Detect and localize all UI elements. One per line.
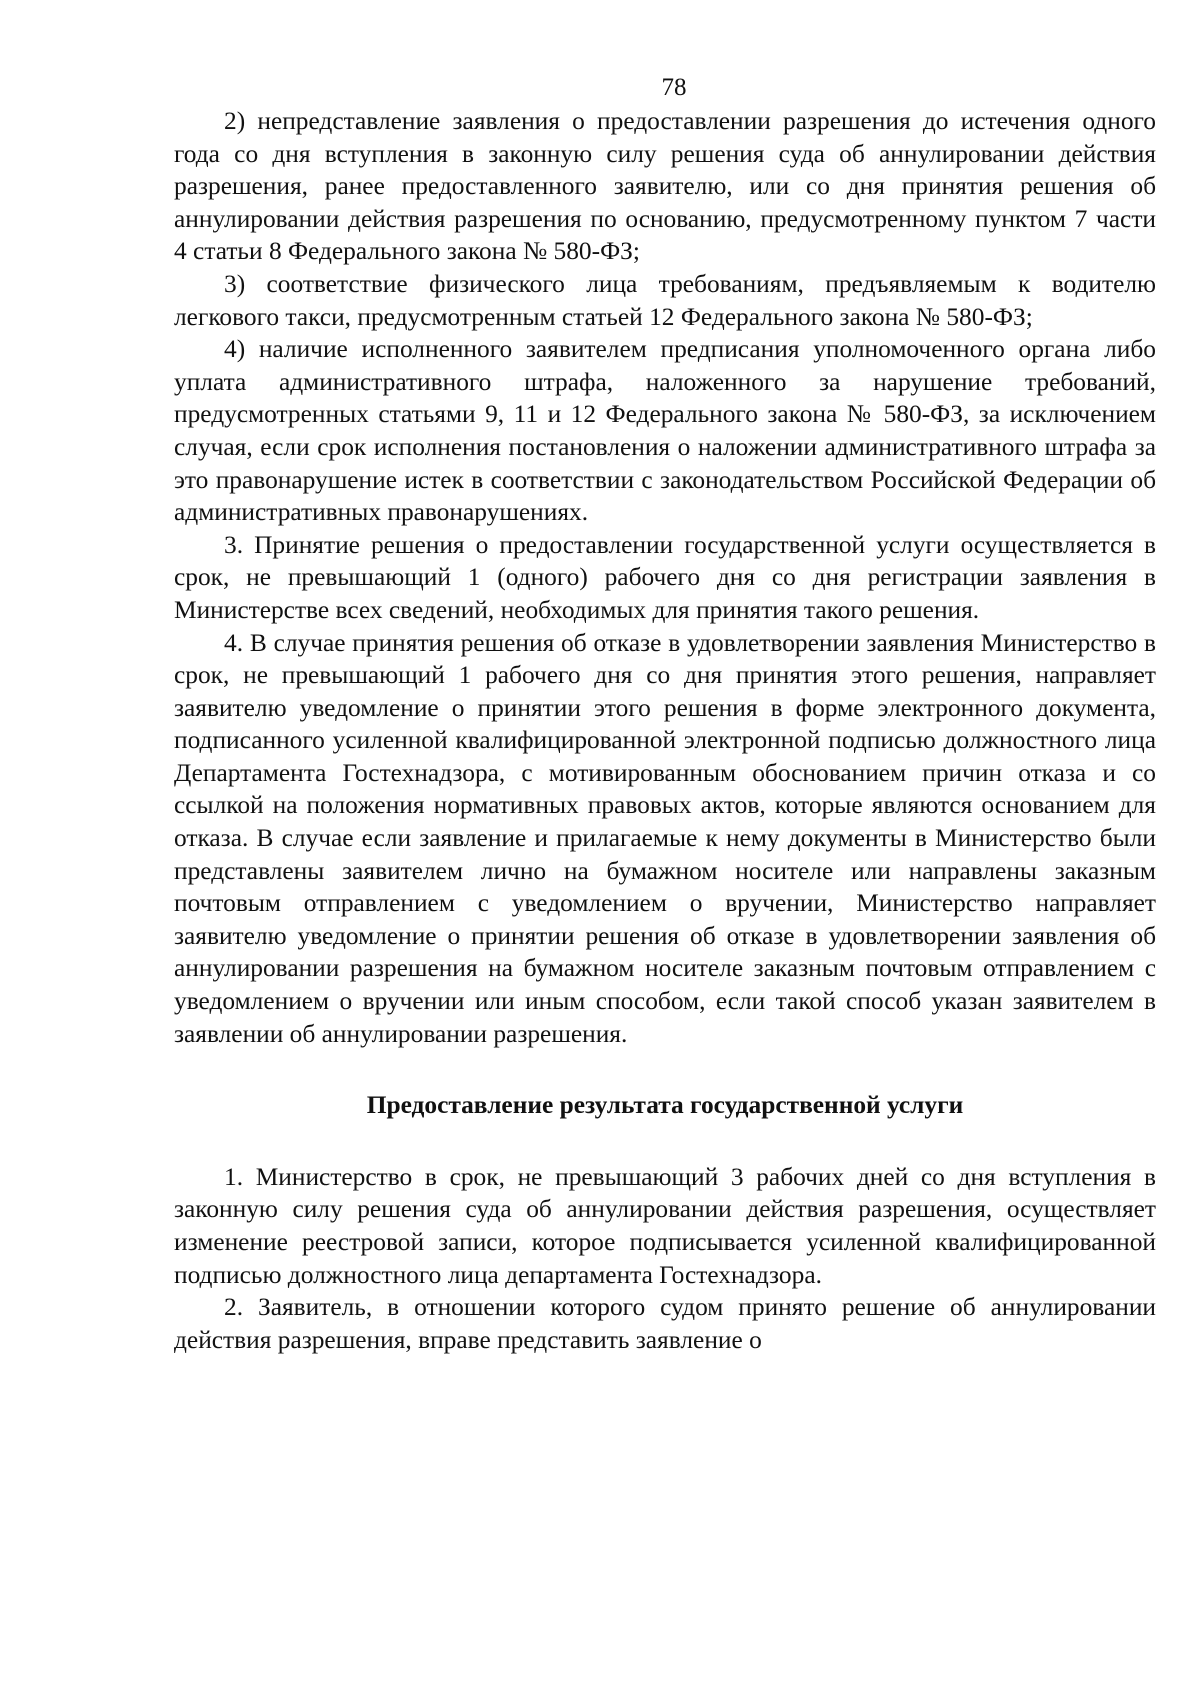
paragraph-item-4: 4) наличие исполненного заявителем предписания уполномоченного органа либо уплата административного штрафа, наложенного за нарушение требований, предусмотренных статьями 9, 11 и 12 Федерального закона № 580-ФЗ, за исключением случая, если срок исполнения постановления о наложении административного штрафа за это правонарушение истек в соответствии с законодательством Российской Федерации об административных правонарушениях. bbox=[174, 335, 1156, 527]
paragraph-item-3: 3) соответствие физического лица требованиям, предъявляемым к водителю легкового такси, предусмотренным статьей 12 Федерального закона № 580-ФЗ; bbox=[174, 269, 1156, 331]
document-page bbox=[174, 72, 1156, 1356]
paragraph-item-2: 2) непредставление заявления о предоставлении разрешения до истечения одного года со дня вступления в законную силу решения суда об аннулировании действия разрешения, ранее предоставленного заявителю, или со дня принятия решения об аннулировании действия разрешения по основанию, предусмотренному пунктом 7 части 4 статьи 8 Федерального закона № 580-ФЗ; bbox=[174, 107, 1156, 266]
paragraph-result-2: 2. Заявитель, в отношении которого судом принято решение об аннулировании действия разрешения, вправе представить заявление о bbox=[174, 1293, 1156, 1354]
paragraph-result-1: 1. Министерство в срок, не превышающий 3 рабочих дней со дня вступления в законную силу решения суда об аннулировании действия разрешения, осуществляет изменение реестровой записи, которое подписывается усиленной квалифицированной подписью должностного лица департамента Гостехнадзора. bbox=[174, 1162, 1156, 1289]
page-number: 78 bbox=[661, 74, 687, 101]
paragraph-clause-4: 4. В случае принятия решения об отказе в удовлетворении заявления Министерство в срок, не превышающий 1 рабочего дня со дня принятия этого решения, направляет заявителю уведомление о принятии этого решения в форме электронного документа, подписанного усиленной квалифицированной электронной подписью должностного лица Департамента Гостехнадзора, с мотивированным обоснованием причин отказа и со ссылкой на положения нормативных правовых актов, которые являются основанием для отказа. В случае если заявление и прилагаемые к нему документы в Министерство были представлены заявителем лично на бумажном носителе или направлены заказным почтовым отправлением с уведомлением о вручении, Министерство направляет заявителю уведомление о принятии решения об отказе в удовлетворении заявления об аннулировании разрешения на бумажном носителе заказным почтовым отправлением с уведомлением о вручении или иным способом, если такой способ указан заявителем в заявлении об аннулировании разрешения. bbox=[174, 628, 1156, 1048]
section-heading: Предоставление результата государственной услуги bbox=[366, 1091, 964, 1120]
paragraph-clause-3: 3. Принятие решения о предоставлении государственной услуги осуществляется в срок, не превышающий 1 (одного) рабочего дня со дня регистрации заявления в Министерстве всех сведений, необходимых для принятия такого решения. bbox=[174, 530, 1156, 624]
